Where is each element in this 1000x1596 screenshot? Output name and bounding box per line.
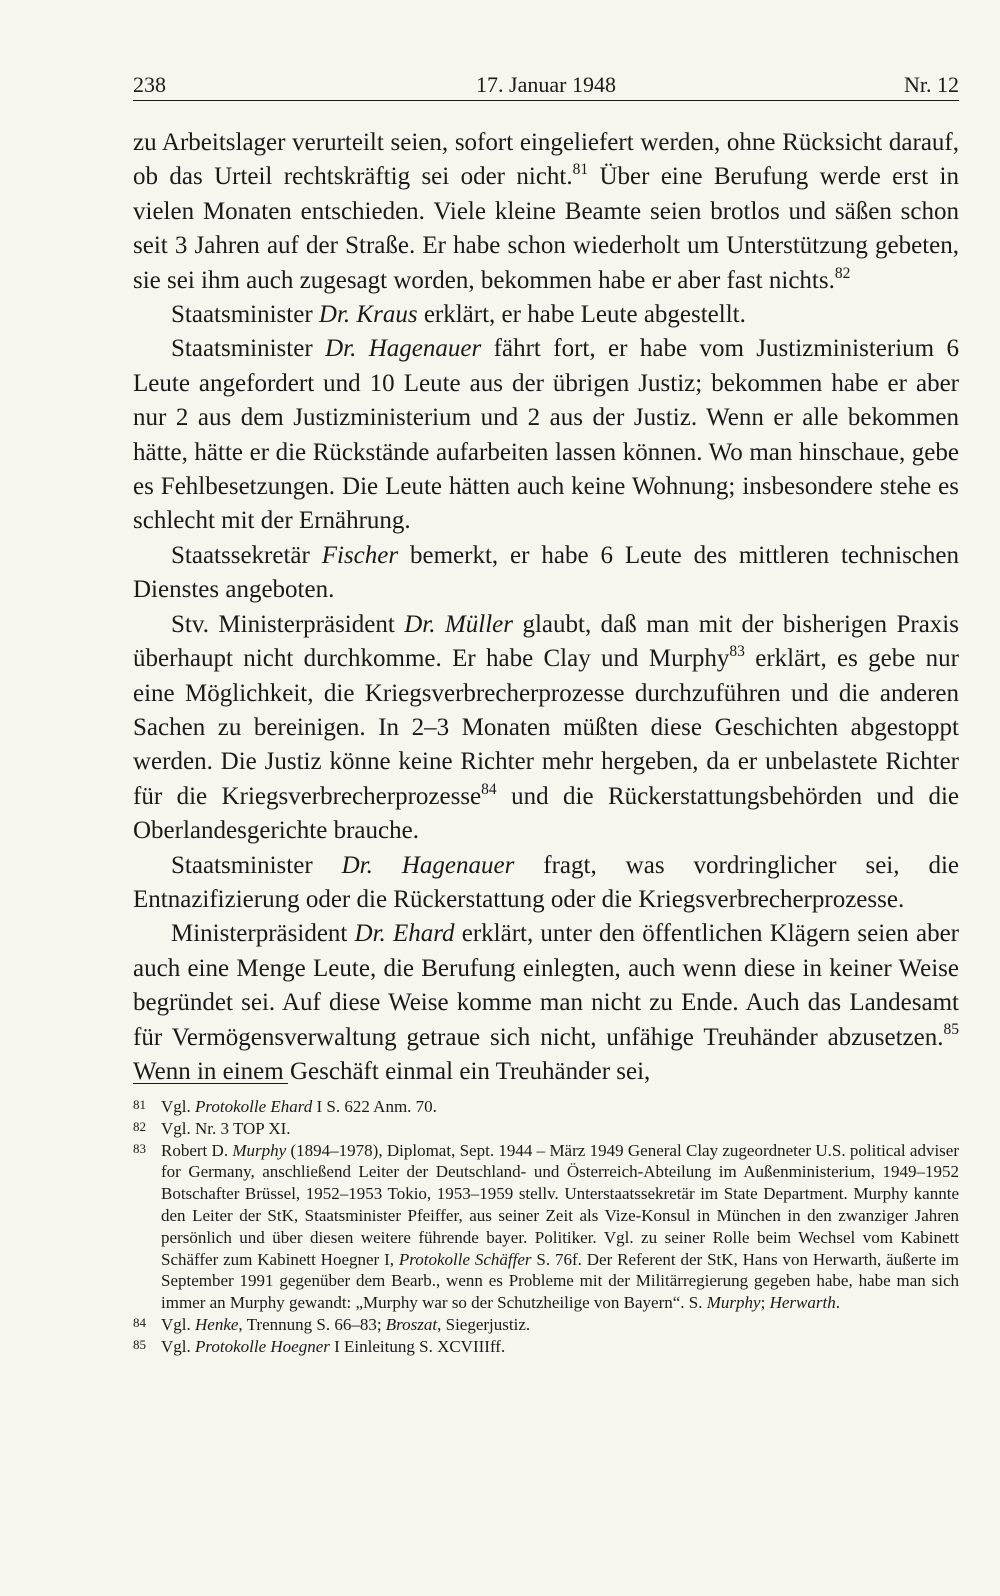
paragraph-2: Staatsminister Dr. Kraus erklärt, er habe Leute abgestellt. (171, 301, 746, 329)
paragraph-3: Staatsminister Dr. Hagenauer fährt fort, er habe vom Justizministerium 6 Leute angefordert und 10 Leute aus der übrigen Justiz; bekommen habe er aber nur 2 aus dem Justizministerium und 2 aus der Justiz. Wenn er alle bekommen hätte, hätte er die Rückstände aufarbeiten lassen können. Wo man hinschaue, gebe es Fehlbesetzungen. Die Leute hätten auch keine Wohnung; insbesondere stehe es schlecht mit der Ernährung. (133, 335, 959, 535)
footnote-85: 85 Vgl. Protokolle Hoegner I Einleitung S. XCVIIIff. (133, 1336, 506, 1356)
speaker-name: Dr. Hagenauer (341, 851, 515, 879)
paragraph-7: Ministerpräsident Dr. Ehard erklärt, unter den öffentlichen Klägern seien aber auch eine Menge Leute, die Berufung einlegten, auch wenn diese in keiner Weise begründet sei. Auf diese Weise komme man nicht zu Ende. Auch das Landesamt für Vermögensverwaltung getraue sich nicht, unfähige Treuhänder abzusetzen.$^{85}$ Wenn in einem Geschäft einmal ein Treuhänder sei, (133, 920, 959, 1085)
body-text (133, 126, 959, 1089)
footnote-ref-83[interactable]: 83 (729, 643, 745, 660)
footnote-ref-81[interactable]: 81 (572, 161, 589, 179)
document-number: Nr. 12 (904, 72, 959, 97)
footnote-ref-82[interactable]: 82 (834, 264, 851, 282)
paragraph-5: Stv. Ministerpräsident Dr. Müller glaubt, daß man mit der bisherigen Praxis überhaupt nicht durchkomme. Er habe Clay und Murphy$^{83}$ erklärt, es gebe nur eine Möglichkeit, die Kriegsverbrecherprozesse durchzuführen und die anderen Sachen zu bereinigen. In 2–3 Monaten müßten diese Geschichten abgestoppt werden. Die Justiz könne keine Richter mehr hergeben, da er unbelastete Richter für die Kriegsverbrecherprozesse$^{84}$ und die Rückerstattungsbehörden und die Oberlandesgerichte brauche. (133, 610, 960, 845)
paragraph-1: zu Arbeitslager verurteilt seien, sofort eingeliefert werden, ohne Rücksicht darauf, ob das Urteil rechtskräftig sei oder nicht.$^{81}$ Über eine Berufung werde erst in vielen Monaten entschieden. Viele kleine Beamte seien brotlos und säßen schon seit 3 Jahren auf der Straße. Er habe schon wiederholt um Unterstützung gebeten, sie sei ihm auch zugesagt worden, bekommen habe er aber fast nichts.$^{82}$ (133, 129, 959, 294)
paragraph-6: Staatsminister Dr. Hagenauer fragt, was vordringlicher sei, die Entnazifizierung oder die Rückerstattung oder die Kriegsverbrecherprozesse. (133, 851, 959, 913)
footnote-83: 83 Robert D. Murphy (1894–1978), Diplomat, Sept. 1944 – März 1949 General Clay zugeordneter U.S. political adviser for Germany, anschließend Leiter der Deutschland- und Österreich-Abteilung im Außenministerium, 1949–1952 Botschafter Brüssel, 1952–1953 Tokio, 1953–1959 stellv. Unterstaatssekretär im State Department. Murphy kannte den Leiter der StK, Staatsminister Pfeiffer, aus seiner Zeit als Vize-Konsul in München in den zwanziger Jahren persönlich und über diesen weitere führende bayer. Politiker. Vgl. zu seiner Rolle beim Wechsel vom Kabinett Schäffer zum Kabinett Hoegner I, Protokolle Schäffer S. 76f. Der Referent der StK, Hans von Herwarth, äußerte im September 1991 gegenüber dem Bearb., wenn es Probleme mit der Militärregierung gegeben habe, habe man sich immer an Murphy gewandt: „Murphy war so der Schutzheilige von Bayern“. S. Murphy; Herwarth. (133, 1140, 959, 1313)
speaker-name: Dr. Kraus (318, 301, 418, 329)
footnote-number: 85 (133, 1336, 146, 1352)
footnote-number: 82 (133, 1118, 146, 1134)
footnote-ref-85[interactable]: 85 (943, 1021, 959, 1039)
footnote-rule (133, 1083, 288, 1084)
paragraph-4: Staatssekretär Fischer bemerkt, er habe 6 Leute des mittleren technischen Dienstes angeboten. (133, 541, 959, 604)
footnote-number: 84 (133, 1314, 146, 1330)
footnote-ref-84[interactable]: 84 (481, 780, 497, 798)
header-rule (133, 100, 959, 101)
running-header (133, 66, 959, 100)
footnotes (133, 1096, 959, 1358)
speaker-name: Fischer (321, 541, 399, 569)
speaker-name: Dr. Hagenauer (325, 335, 482, 363)
header-date: 17. Januar 1948 (476, 72, 616, 97)
page-number: 238 (133, 72, 166, 97)
footnote-number: 83 (133, 1140, 146, 1156)
footnote-84: 84 Vgl. Henke, Trennung S. 66–83; Broszat, Siegerjustiz. (133, 1314, 531, 1334)
footnote-82: 82 Vgl. Nr. 3 TOP XI. (133, 1118, 291, 1138)
speaker-name: Dr. Ehard (354, 920, 455, 948)
speaker-name: Dr. Müller (404, 610, 514, 638)
footnote-81: 81 Vgl. Protokolle Ehard I S. 622 Anm. 70. (133, 1097, 437, 1116)
footnote-number: 81 (133, 1097, 146, 1112)
